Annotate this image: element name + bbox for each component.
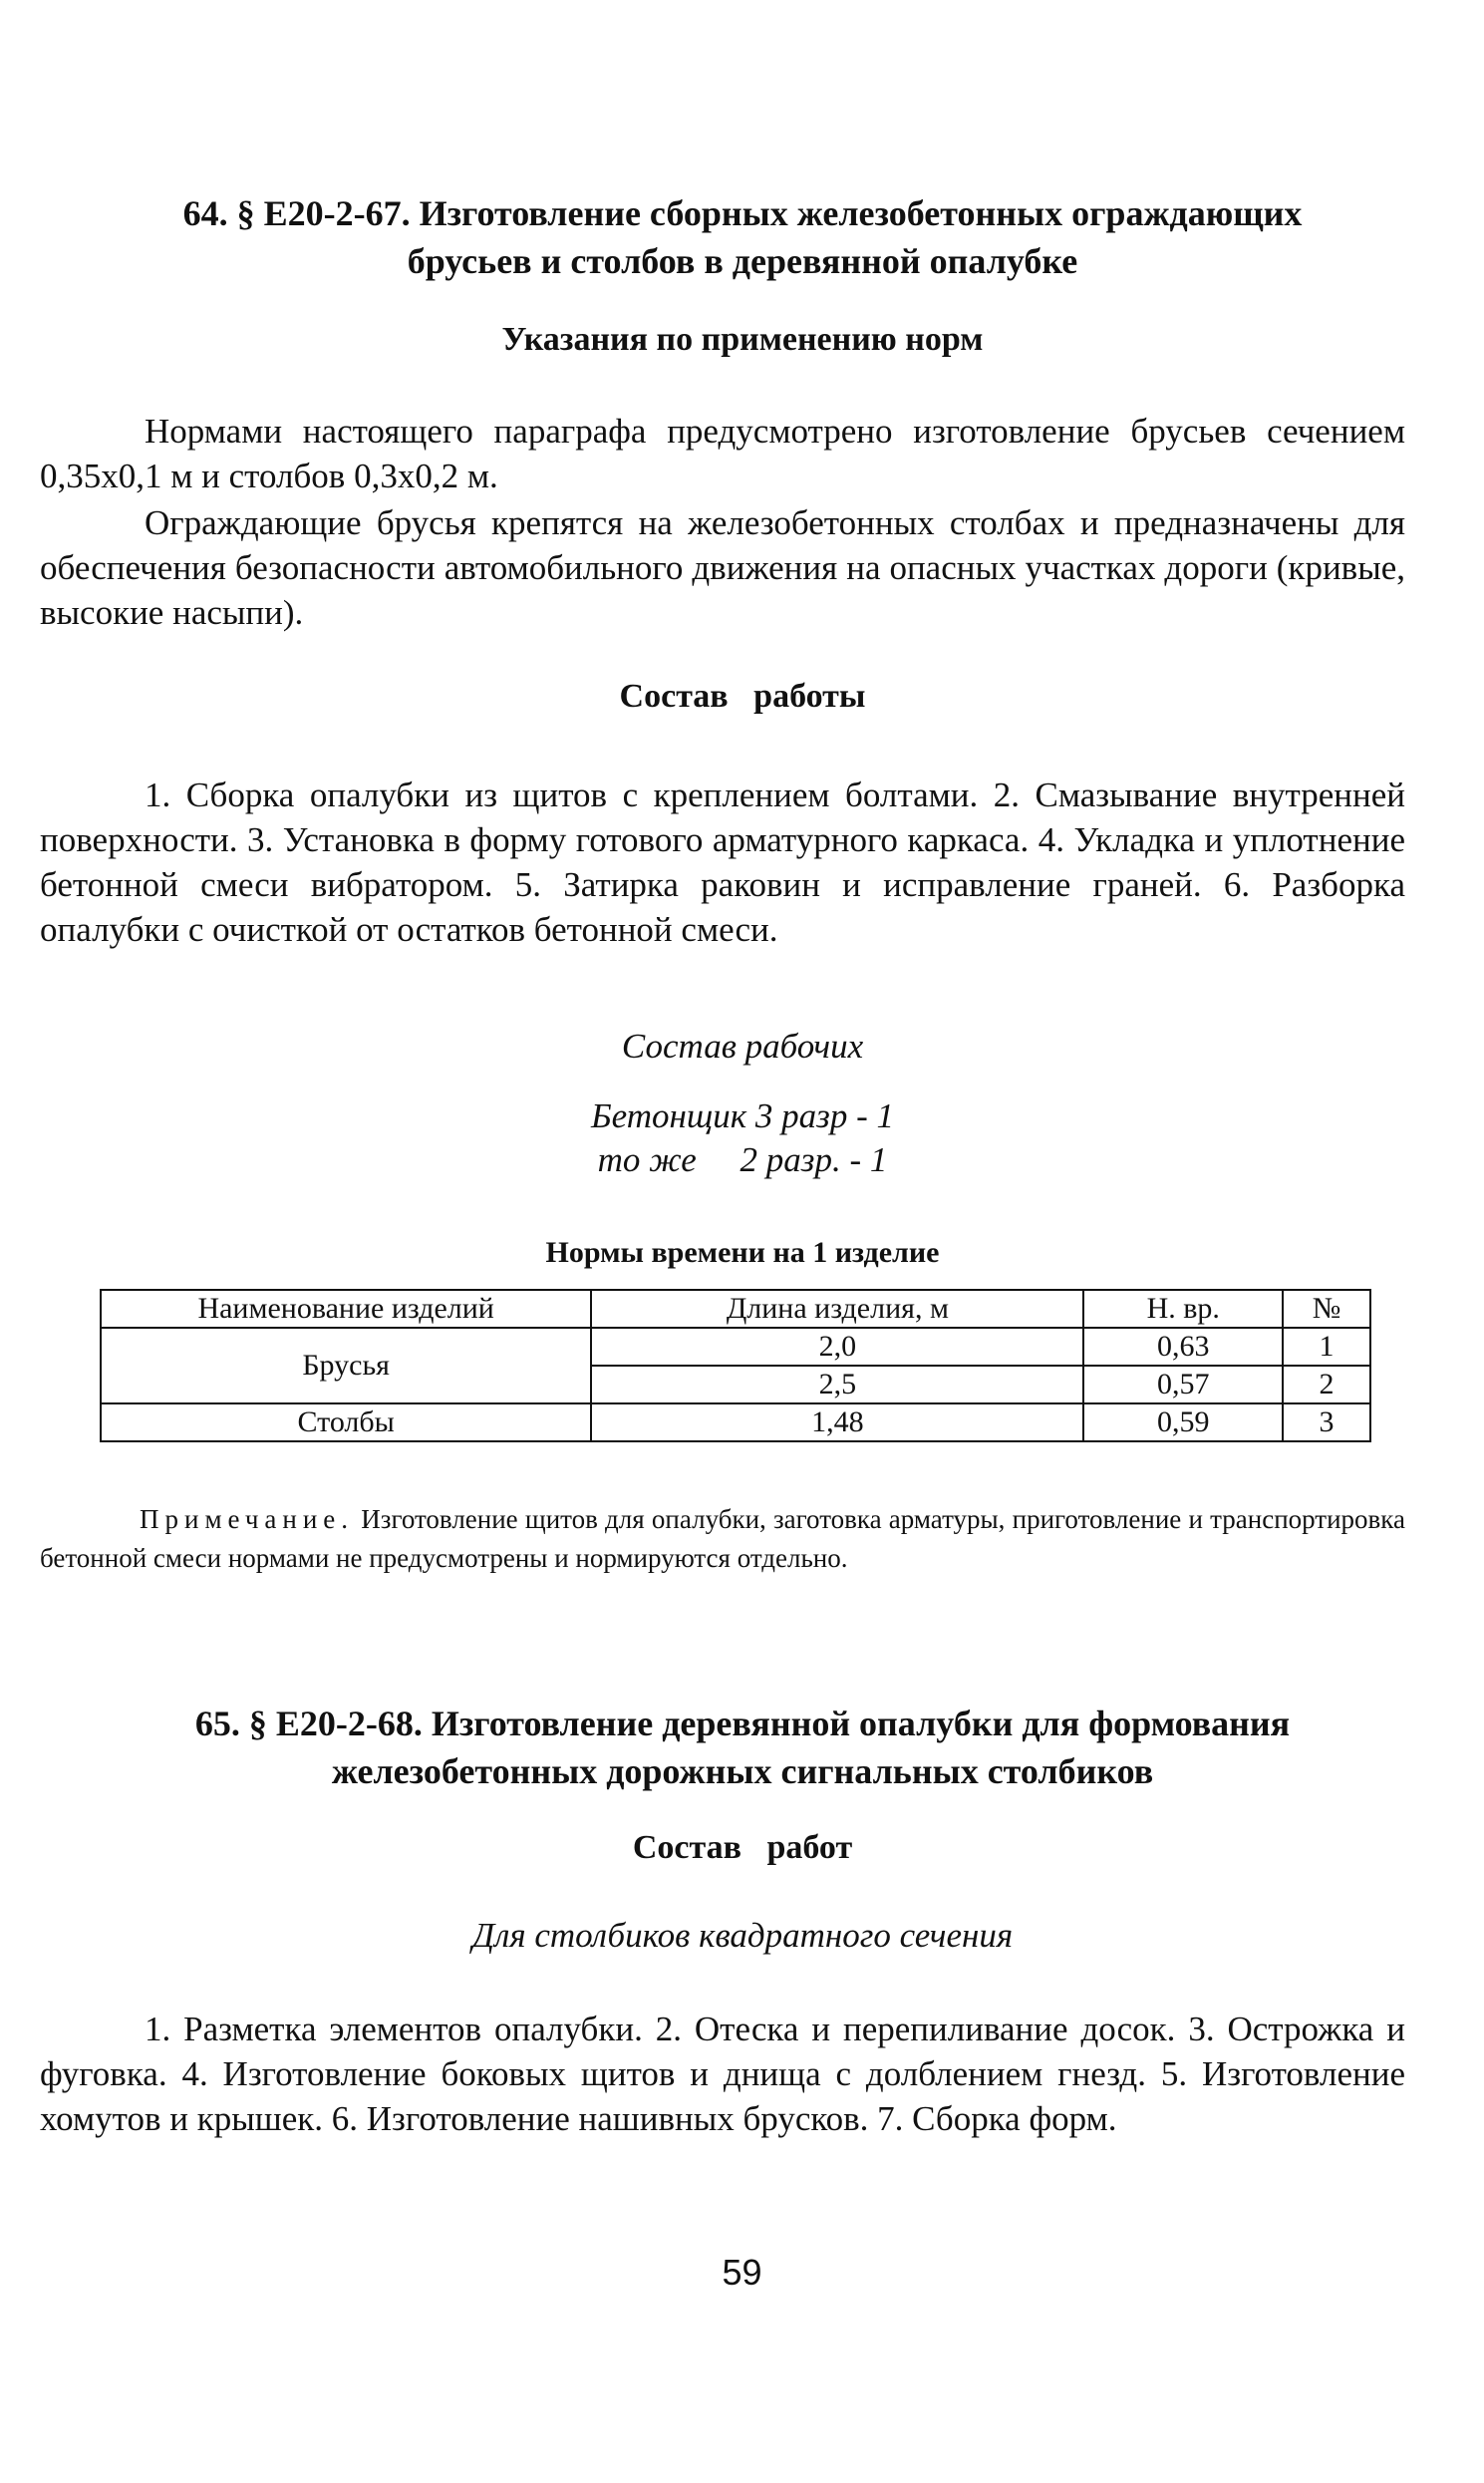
table-note — [40, 1500, 1405, 1578]
header-length: Длина изделия, м — [591, 1290, 1083, 1328]
work-composition-title: Состав работы — [619, 678, 866, 715]
cell-time-norm: 0,57 — [1083, 1366, 1283, 1403]
guidance-title: Указания по применению норм — [501, 321, 984, 358]
table-header-row — [101, 1290, 1370, 1328]
section-65-work-text: 1. Разметка элементов опалубки. 2. Отеска и перепиливание досок. 3. Острожка и фуговка. 4. Изготовление боковых щитов и днища с долблением гнезд. 5. Изготовление хомутов и крышек. 6. Изготовление нашивных брусков. 7. Сборка форм. — [40, 2010, 1405, 2138]
cell-number: 3 — [1283, 1403, 1370, 1441]
cell-length: 2,0 — [591, 1328, 1083, 1366]
cell-length: 2,5 — [591, 1366, 1083, 1403]
cell-product-name: Столбы — [101, 1403, 591, 1441]
worker-line-2: то же 2 разр. - 1 — [597, 1140, 888, 1179]
guidance-paragraph-2: Ограждающие брусья крепятся на железобетонных столбах и предназначены для обеспечения безопасности автомобильного движения на опасных участках дороги (кривые, высокие насыпи). — [40, 503, 1405, 632]
section-64-heading-line2: брусьев и столбов в деревянной опалубке — [407, 241, 1078, 281]
cell-number: 2 — [1283, 1366, 1370, 1403]
workers-title: Состав рабочих — [621, 1027, 864, 1066]
time-norms-table — [100, 1289, 1371, 1442]
work-composition-text: 1. Сборка опалубки из щитов с креплением болтами. 2. Смазывание внутренней поверхности. 3. Установка в форму готового арматурного каркаса. 4. Укладка и уплотнение бетонной смеси вибратором. 5. Затирка раковин и исправление граней. 6. Разборка опалубки с очисткой от остатков бетонной смеси. — [40, 776, 1405, 949]
section-65-heading-line2: железобетонных дорожных сигнальных столбиков — [331, 1751, 1154, 1791]
section-65-subtitle: Для столбиков квадратного сечения — [471, 1916, 1014, 1955]
table-row — [101, 1328, 1370, 1366]
section-64-heading-line1: 64. § Е20-2-67. Изготовление сборных железобетонных ограждающих — [182, 193, 1303, 233]
note-label: Примечание. — [140, 1504, 355, 1534]
page-number: 59 — [722, 2252, 762, 2293]
workers-list — [70, 1094, 1415, 1182]
header-time-norm: Н. вр. — [1083, 1290, 1283, 1328]
cell-time-norm: 0,59 — [1083, 1403, 1283, 1441]
guidance-paragraph-1: Нормами настоящего параграфа предусмотрено изготовление брусьев сечением 0,35х0,1 м и столбов 0,3х0,2 м. — [40, 412, 1405, 495]
section-64-heading — [70, 189, 1415, 285]
table-row — [101, 1403, 1370, 1441]
table-title: Нормы времени на 1 изделие — [545, 1236, 940, 1269]
cell-number: 1 — [1283, 1328, 1370, 1366]
worker-line-1: Бетонщик 3 разр - 1 — [591, 1096, 894, 1135]
header-product-name: Наименование изделий — [101, 1290, 591, 1328]
section-65-work-title: Состав работ — [632, 1829, 853, 1866]
section-65-heading — [70, 1700, 1415, 1795]
cell-length: 1,48 — [591, 1403, 1083, 1441]
cell-time-norm: 0,63 — [1083, 1328, 1283, 1366]
note-text: Изготовление щитов для опалубки, заготовка арматуры, приготовление и транспортировка бетонной смеси нормами не предусмотрены и нормируются отдельно. — [40, 1504, 1405, 1573]
cell-product-name: Брусья — [101, 1328, 591, 1403]
section-65-heading-line1: 65. § Е20-2-68. Изготовление деревянной опалубки для формования — [194, 1704, 1291, 1743]
header-number: № — [1283, 1290, 1370, 1328]
